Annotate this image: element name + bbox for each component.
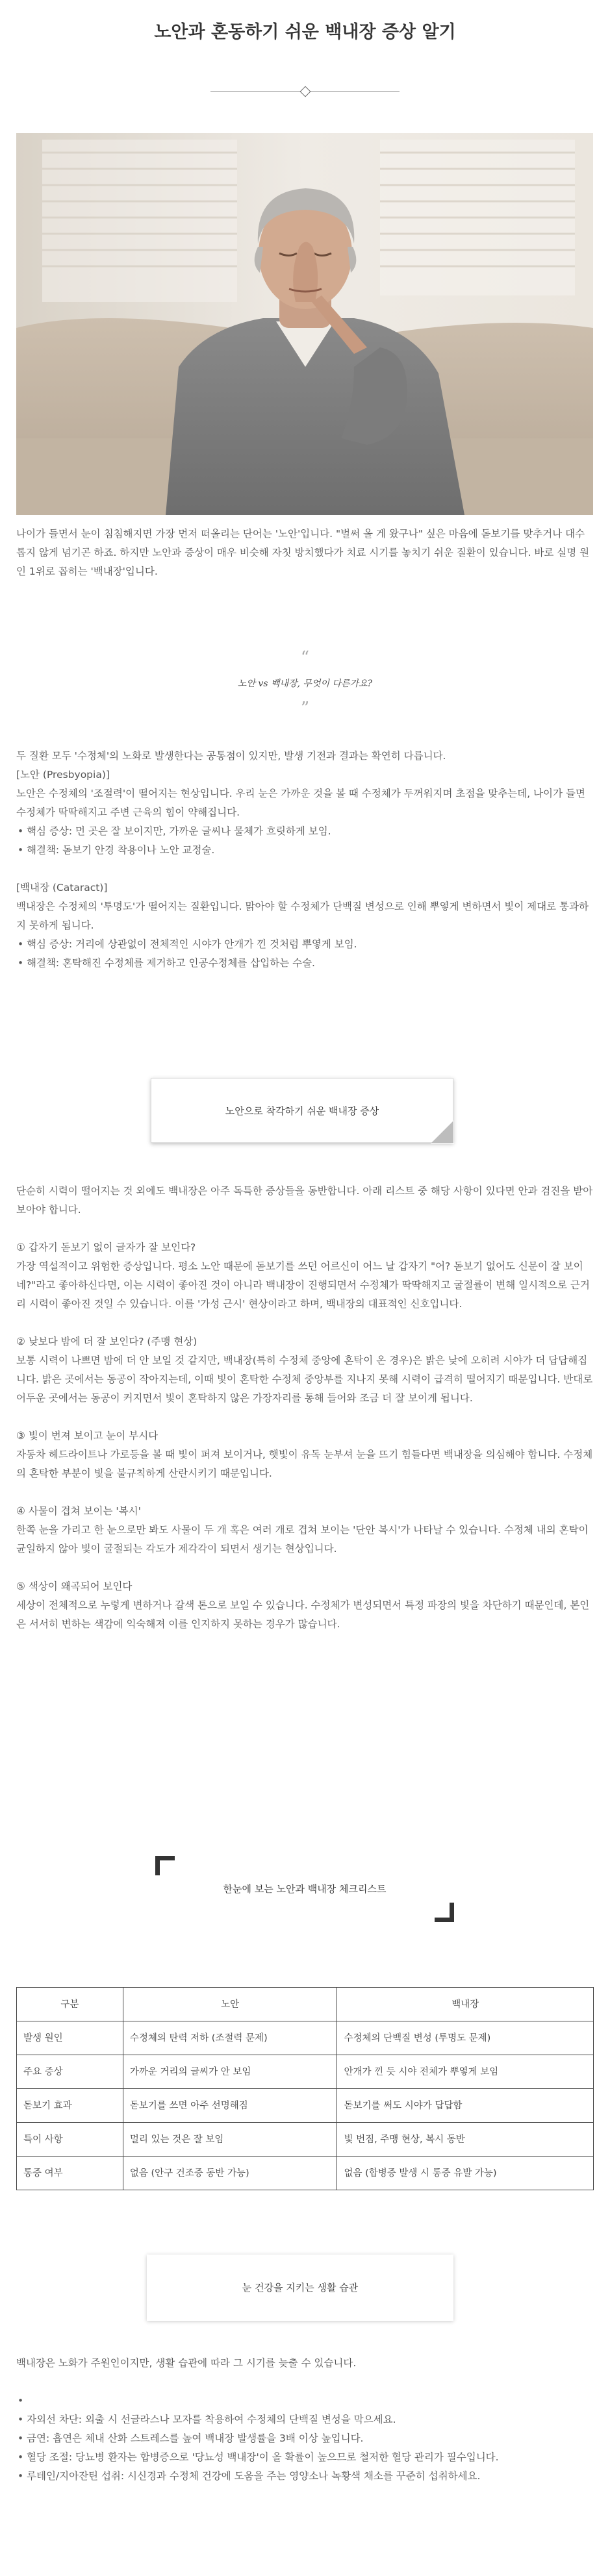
- cataract-heading: [백내장 (Cataract)]: [16, 882, 108, 894]
- callout-title: 노안으로 착각하기 쉬운 백내장 증상: [225, 1105, 379, 1117]
- table-cell: 주요 증상: [17, 2055, 123, 2089]
- list-item: [16, 2392, 594, 2410]
- table-header-row: [17, 1988, 594, 2021]
- table-row: [17, 2055, 594, 2089]
- intro-paragraph: 나이가 들면서 눈이 침침해지면 가장 먼저 떠올리는 단어는 '노안'입니다. "벌써 올 게 왔구나" 싶은 마음에 돋보기를 맞추거나 대수롭지 않게 넘기곤 하죠. 하지만 노안과 증상이 매우 비슷해 자칫 방치했다가 치료 시기를 놓치기 쉬운 질환이 있습니다. 바로 실명 원인 1위로 꼽히는 '백내장'입니다.: [16, 528, 590, 577]
- symptom-body: 한쪽 눈을 가리고 한 눈으로만 봐도 사물이 두 개 혹은 여러 개로 겹쳐 보이는 '단안 복시'가 나타날 수 있습니다. 수정체 내의 혼탁이 균일하지 않아 빛이 굴절되는 각도가 제각각이 되면서 생기는 현상입니다.: [16, 1524, 589, 1555]
- table-row: [17, 2123, 594, 2157]
- symptoms-section: [16, 1182, 594, 1634]
- table-row: [17, 2021, 594, 2055]
- symptom-body: 보통 시력이 나쁘면 밤에 더 안 보일 것 같지만, 백내장(특히 수정체 중앙에 혼탁이 온 경우)은 밝은 낮에 오히려 시야가 더 답답해집니다. 밝은 곳에서는 동공이 작아지는데, 이때 빛이 혼탁한 수정체 중앙부를 지나지 못해 시력이 급격히 떨어지기 때문입니다. 반대로 어두운 곳에서는 동공이 커지면서 빛이 혼탁하지 않은 가장자리를 통해 들어와 조금 더 잘 보이게 됩니다.: [16, 1355, 593, 1404]
- spacer: [16, 1483, 594, 1502]
- spacer: [16, 1558, 594, 1577]
- spacer: [16, 2373, 594, 2392]
- table-cell: 통증 여부: [17, 2157, 123, 2190]
- compare-lead: 두 질환 모두 '수정체'의 노화로 발생한다는 공통점이 있지만, 발생 기전과 결과는 확연히 다릅니다.: [16, 750, 446, 762]
- page-fold-icon: [431, 1121, 453, 1143]
- list-item: • 혈당 조절: 당뇨병 환자는 합병증으로 '당뇨성 백내장'이 올 확률이 높으므로 철저한 혈당 관리가 필수입니다.: [16, 2448, 594, 2467]
- table-cell: 돋보기를 써도 시야가 답답함: [337, 2089, 594, 2123]
- symptom-heading: ② 낮보다 밤에 더 잘 보인다? (주맹 현상): [16, 1336, 197, 1347]
- table-cell: 발생 원인: [17, 2021, 123, 2055]
- hero-image: [16, 133, 593, 515]
- presbyopia-body: 노안은 수정체의 '조절력'이 떨어지는 현상입니다. 우리 눈은 가까운 것을 볼 때 수정체가 두꺼워지며 초점을 맞추는데, 나이가 들면 수정체가 딱딱해지고 주변 근육의 힘이 약해집니다.: [16, 788, 585, 818]
- bracket-corner-icon: [155, 1856, 175, 1875]
- table-cell: 수정체의 탄력 저하 (조절력 문제): [123, 2021, 337, 2055]
- symptom-heading: ① 갑자기 돋보기 없이 글자가 잘 보인다?: [16, 1242, 196, 1253]
- symptom-heading: ③ 빛이 번져 보이고 눈이 부시다: [16, 1430, 159, 1442]
- table-header: 노안: [123, 1988, 337, 2021]
- table-row: [17, 2157, 594, 2190]
- table-cell: 멀리 있는 것은 잘 보임: [123, 2123, 337, 2157]
- section-callout-symptoms: [151, 1078, 453, 1143]
- cataract-bullets: [16, 935, 594, 973]
- cataract-body: 백내장은 수정체의 '투명도'가 떨어지는 질환입니다. 맑아야 할 수정체가 단백질 변성으로 인해 뿌옇게 변하면서 빛이 제대로 통과하지 못하게 됩니다.: [16, 901, 589, 931]
- habits-bullets: [16, 2392, 594, 2486]
- table-cell: 빛 번짐, 주맹 현상, 복시 동반: [337, 2123, 594, 2157]
- bracket-corner-icon: [435, 1903, 454, 1922]
- list-item: • 해결책: 돋보기 안경 착용이나 노안 교정술.: [16, 841, 594, 860]
- callout-title: 눈 건강을 지키는 생활 습관: [242, 2282, 359, 2294]
- checklist-title: 한눈에 보는 노안과 백내장 체크리스트: [223, 1883, 387, 1895]
- table-header: 백내장: [337, 1988, 594, 2021]
- table-cell: 없음 (합병증 발생 시 통증 유발 가능): [337, 2157, 594, 2190]
- section-callout-habits: [147, 2255, 453, 2321]
- diamond-icon: [300, 86, 311, 97]
- table-row: [17, 2089, 594, 2123]
- table-cell: 가까운 거리의 글씨가 안 보임: [123, 2055, 337, 2089]
- symptoms-lead: 단순히 시력이 떨어지는 것 외에도 백내장은 아주 독특한 증상들을 동반합니다. 아래 리스트 중 해당 사항이 있다면 안과 검진을 받아보아야 합니다.: [16, 1185, 593, 1216]
- spacer: [16, 1219, 594, 1238]
- close-quote-icon: ”: [300, 699, 310, 718]
- spacer: [16, 1314, 594, 1332]
- symptom-body: 자동차 헤드라이트나 가로등을 볼 때 빛이 퍼져 보이거나, 햇빛이 유독 눈부셔 눈을 뜨기 힘들다면 백내장을 의심해야 합니다. 수정체의 혼탁한 부분이 빛을 불규칙하게 산란시키기 때문입니다.: [16, 1449, 593, 1479]
- quote-text: 노안 vs 백내장, 무엇이 다른가요?: [237, 679, 373, 689]
- open-quote-icon: “: [300, 648, 310, 668]
- spacer: [16, 860, 594, 879]
- presbyopia-bullets: [16, 822, 594, 860]
- symptom-body: 가장 역설적이고 위험한 증상입니다. 평소 노안 때문에 돋보기를 쓰던 어르신이 어느 날 갑자기 "어? 돋보기 없어도 신문이 잘 보이네?"라고 좋아하신다면, 이는 시력이 좋아진 것이 아니라 백내장이 진행되면서 수정체가 딱딱해지고 굴절률이 변해 일시적으로 근거리 시력이 좋아진 것일 수 있습니다. 이를 '가성 근시' 현상이라고 하며, 백내장의 대표적인 신호입니다.: [16, 1260, 590, 1310]
- symptom-heading: ④ 사물이 겹쳐 보이는 '복시': [16, 1505, 141, 1517]
- table-cell: 특이 사항: [17, 2123, 123, 2157]
- man-rubbing-eyes-illustration: [16, 133, 593, 515]
- symptom-body: 세상이 전체적으로 누렇게 변하거나 갈색 톤으로 보일 수 있습니다. 수정체가 변성되면서 특정 파장의 빛을 차단하기 때문인데, 본인은 서서히 변하는 색감에 익숙해져 이를 인지하지 못하는 경우가 많습니다.: [16, 1599, 590, 1630]
- comparison-table: [16, 1987, 594, 2190]
- table-header: 구분: [17, 1988, 123, 2021]
- compare-section: [16, 747, 594, 973]
- table-cell: 없음 (안구 건조증 동반 가능): [123, 2157, 337, 2190]
- spacer: [16, 1408, 594, 1427]
- presbyopia-heading: [노안 (Presbyopia)]: [16, 769, 110, 781]
- habits-section: [16, 2354, 594, 2486]
- table-cell: 수정체의 단백질 변성 (투명도 문제): [337, 2021, 594, 2055]
- symptom-heading: ⑤ 색상이 왜곡되어 보인다: [16, 1581, 133, 1592]
- table-cell: 돋보기를 쓰면 아주 선명해짐: [123, 2089, 337, 2123]
- list-item: • 금연: 흡연은 체내 산화 스트레스를 높여 백내장 발생률을 3배 이상 높입니다.: [16, 2429, 594, 2448]
- list-item: • 핵심 증상: 먼 곳은 잘 보이지만, 가까운 글씨나 물체가 흐릿하게 보임.: [16, 822, 594, 841]
- habits-lead: 백내장은 노화가 주원인이지만, 생활 습관에 따라 그 시기를 늦출 수 있습니다.: [16, 2357, 357, 2369]
- list-item: • 핵심 증상: 거리에 상관없이 전체적인 시야가 안개가 낀 것처럼 뿌옇게 보임.: [16, 935, 594, 954]
- page-title: 노안과 혼동하기 쉬운 백내장 증상 알기: [154, 22, 456, 42]
- table-cell: 돋보기 효과: [17, 2089, 123, 2123]
- list-item: • 해결책: 혼탁해진 수정체를 제거하고 인공수정체를 삽입하는 수술.: [16, 954, 594, 973]
- list-item: • 자외선 차단: 외출 시 선글라스나 모자를 착용하여 수정체의 단백질 변성을 막으세요.: [16, 2410, 594, 2429]
- pull-quote: [0, 649, 610, 717]
- table-cell: 안개가 낀 듯 시야 전체가 뿌옇게 보임: [337, 2055, 594, 2089]
- checklist-title-box: [155, 1856, 454, 1922]
- list-item: • 루테인/지아잔틴 섭취: 시신경과 수정체 건강에 도움을 주는 영양소나 녹황색 채소를 꾸준히 섭취하세요.: [16, 2467, 594, 2486]
